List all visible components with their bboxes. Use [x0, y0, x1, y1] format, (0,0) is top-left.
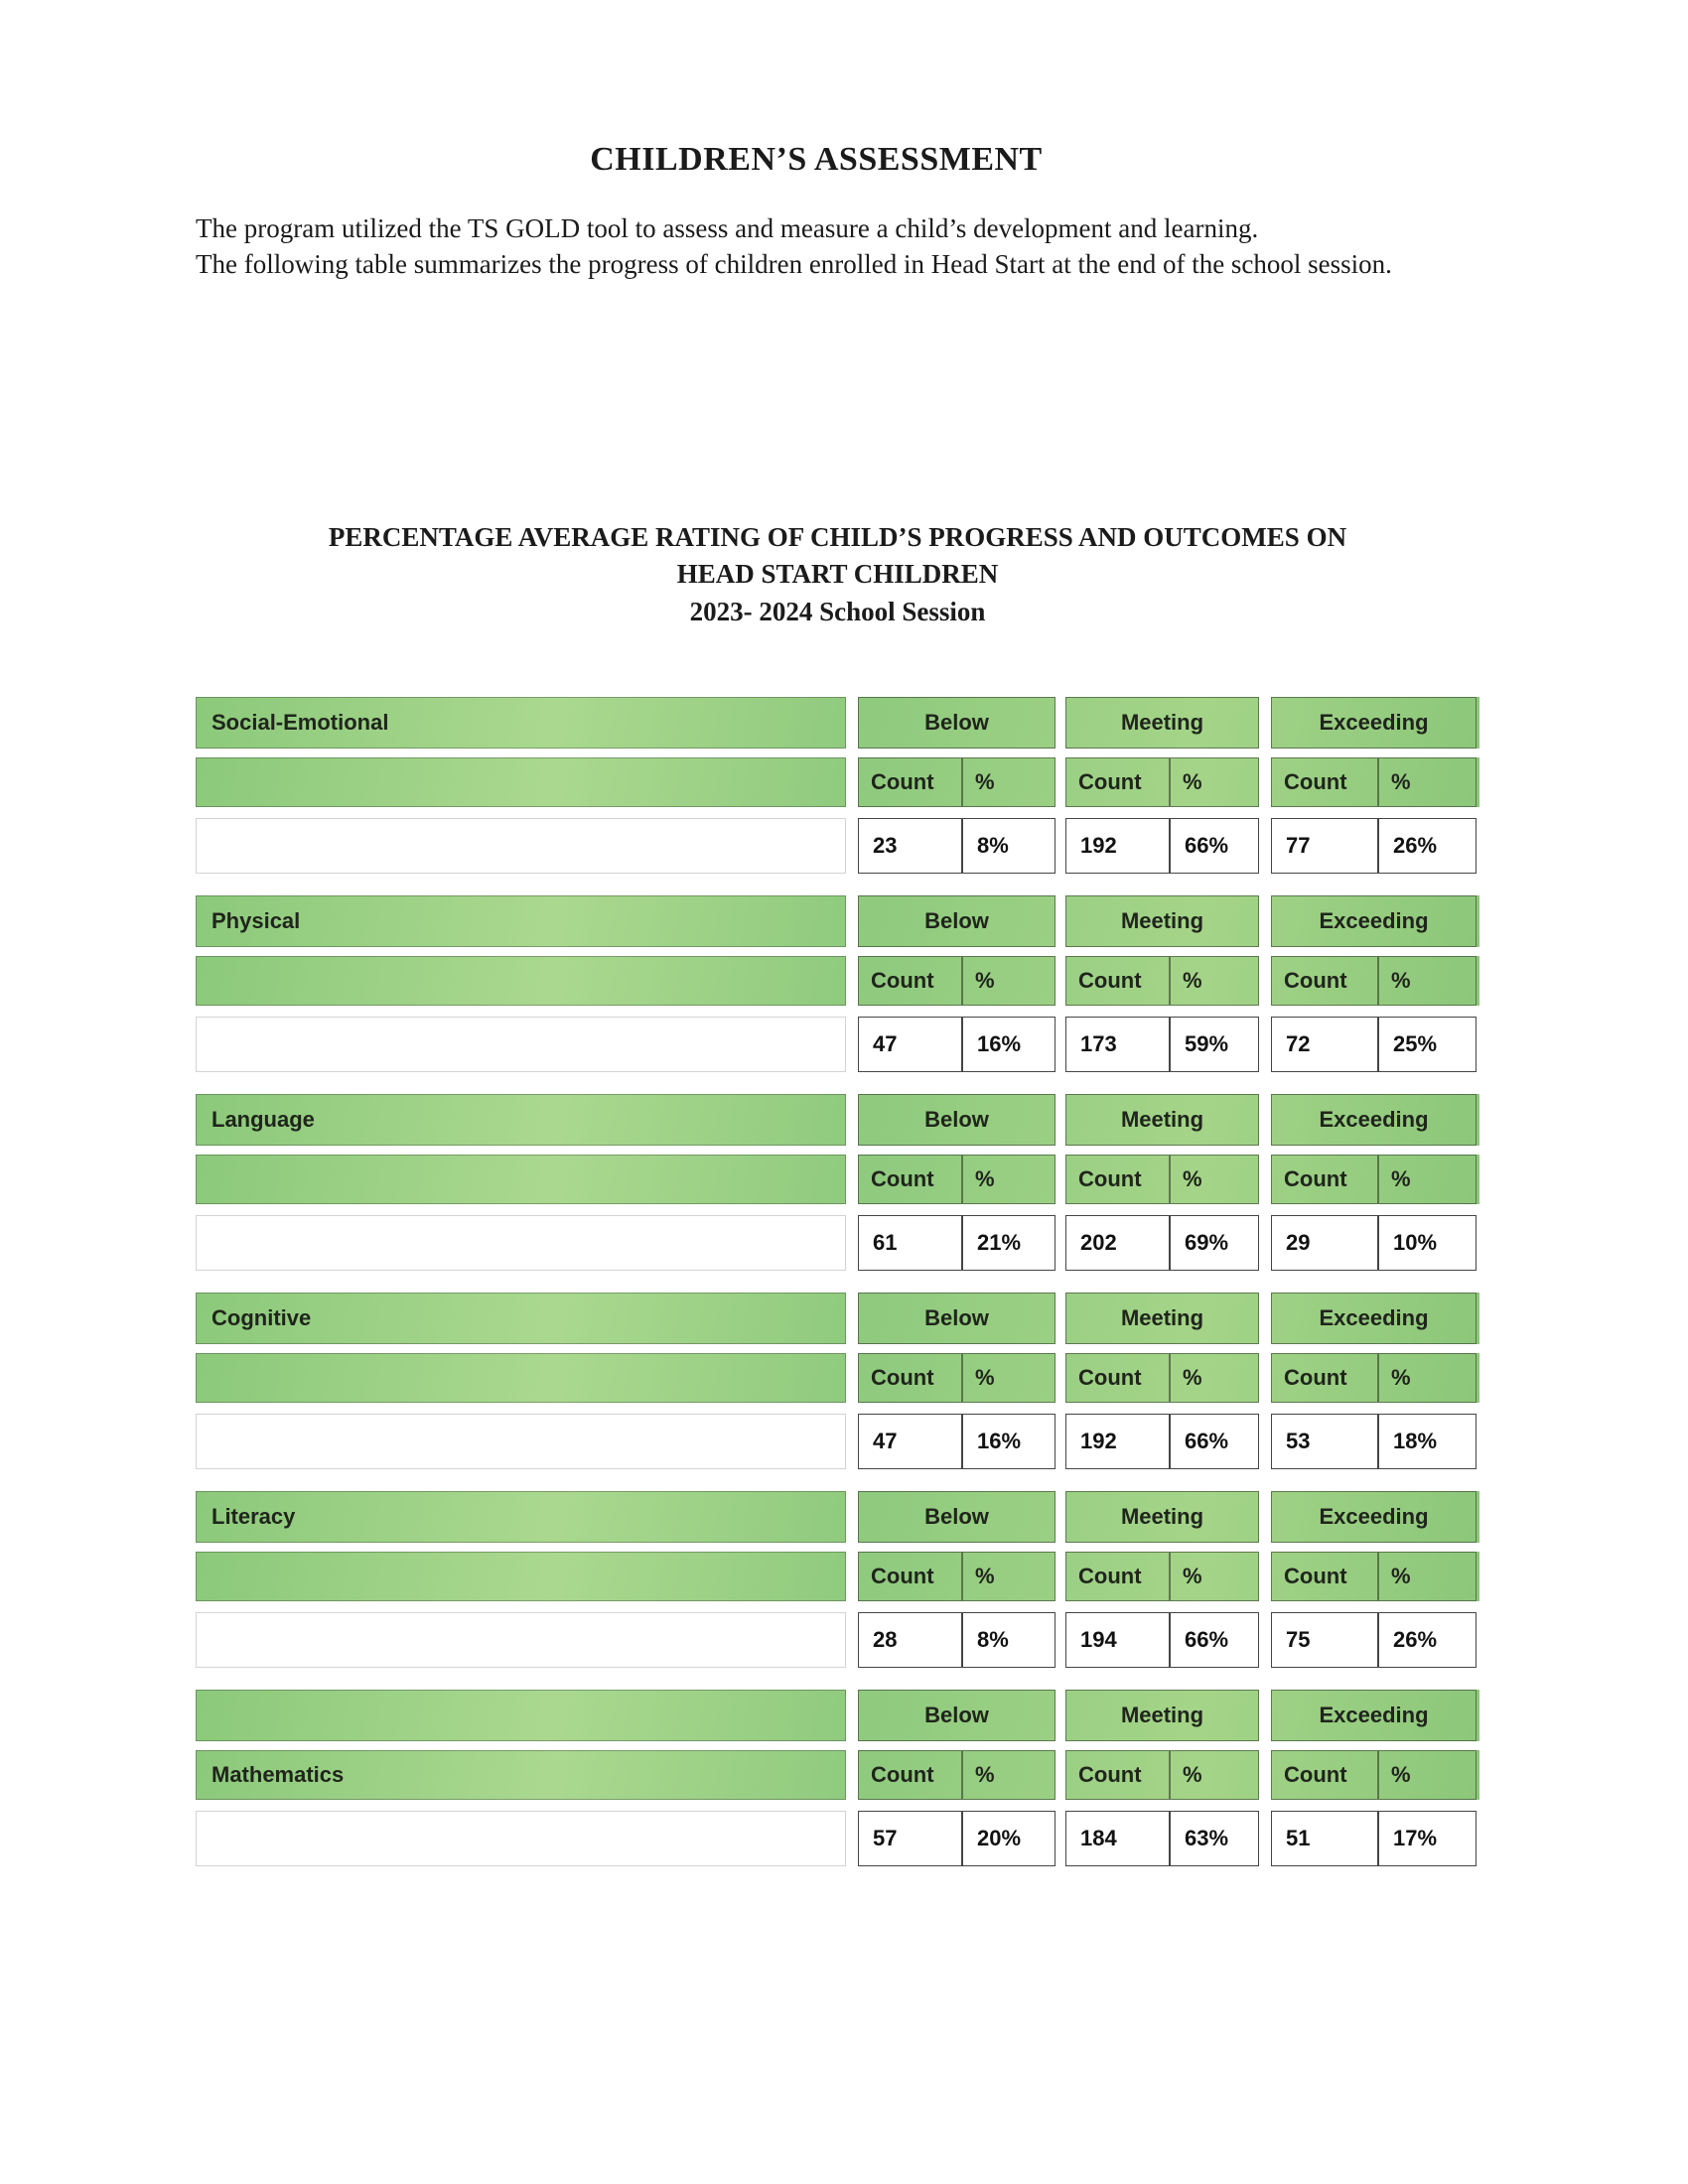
category-label: Physical: [196, 895, 846, 947]
exceeding-pct-value: 25%: [1378, 1017, 1477, 1072]
table-heading-line1: PERCENTAGE AVERAGE RATING OF CHILD’S PROGRESS AND OUTCOMES ON: [328, 522, 1347, 552]
intro-text: [196, 211, 1457, 282]
count-header: Count: [858, 1155, 962, 1204]
below-pct-value: 8%: [962, 1612, 1055, 1668]
count-header: Count: [1271, 1552, 1378, 1601]
count-header: Count: [1271, 757, 1378, 807]
percent-header: %: [962, 956, 1055, 1006]
group-header-row: [196, 1293, 1479, 1344]
below-header: Below: [858, 1690, 1055, 1741]
meeting-pct-value: 66%: [1170, 1414, 1259, 1469]
category-label: Mathematics: [196, 1750, 846, 1800]
subheader-row: [196, 757, 1479, 807]
intro-paragraph-2: The following table summarizes the progress of children enrolled in Head Start at the end of the school session.: [196, 248, 1392, 279]
category-value-spacer: [196, 1215, 846, 1271]
percent-header: %: [962, 1750, 1055, 1800]
category-value-spacer: [196, 1414, 846, 1469]
table-section-physical: [196, 895, 1479, 1072]
subheader-row: [196, 1552, 1479, 1601]
count-header: Count: [858, 757, 962, 807]
table-section-language: [196, 1094, 1479, 1271]
count-header: Count: [1065, 1353, 1170, 1403]
percent-header: %: [1378, 1155, 1477, 1204]
exceeding-count-value: 29: [1271, 1215, 1378, 1271]
percent-header: %: [1378, 956, 1477, 1006]
meeting-header: Meeting: [1065, 1094, 1259, 1146]
table-section-cognitive: [196, 1293, 1479, 1469]
assessment-table: [196, 697, 1479, 1888]
exceeding-pct-value: 18%: [1378, 1414, 1477, 1469]
percent-header: %: [1170, 1353, 1259, 1403]
table-section-social-emotional: [196, 697, 1479, 874]
below-count-value: 47: [858, 1414, 962, 1469]
meeting-pct-value: 59%: [1170, 1017, 1259, 1072]
exceeding-pct-value: 17%: [1378, 1811, 1477, 1866]
percent-header: %: [1170, 1750, 1259, 1800]
subheader-row: [196, 956, 1479, 1006]
count-header: Count: [1271, 1750, 1378, 1800]
percent-header: %: [1378, 1353, 1477, 1403]
count-header: Count: [858, 1552, 962, 1601]
percent-header: %: [962, 1552, 1055, 1601]
percent-header: %: [1170, 757, 1259, 807]
intro-paragraph-1: The program utilized the TS GOLD tool to assess and measure a child’s development and learning.: [196, 213, 1259, 243]
count-header: Count: [858, 1750, 962, 1800]
meeting-count-value: 194: [1065, 1612, 1170, 1668]
percent-header: %: [1170, 1155, 1259, 1204]
percent-header: %: [962, 1155, 1055, 1204]
category-spacer: [196, 1552, 846, 1601]
exceeding-count-value: 75: [1271, 1612, 1378, 1668]
category-value-spacer: [196, 1811, 846, 1866]
below-count-value: 23: [858, 818, 962, 874]
category-spacer: [196, 1690, 846, 1741]
count-header: Count: [1271, 956, 1378, 1006]
category-label: Cognitive: [196, 1293, 846, 1344]
group-header-row: [196, 697, 1479, 749]
table-section-mathematics: [196, 1690, 1479, 1866]
exceeding-count-value: 51: [1271, 1811, 1378, 1866]
group-header-row: [196, 1094, 1479, 1146]
percent-header: %: [962, 1353, 1055, 1403]
value-row: [196, 1414, 1479, 1469]
below-header: Below: [858, 1293, 1055, 1344]
group-header-row: [196, 1690, 1479, 1741]
value-row: [196, 1215, 1479, 1271]
value-row: [196, 1612, 1479, 1668]
category-spacer: [196, 757, 846, 807]
category-spacer: [196, 956, 846, 1006]
value-row: [196, 1811, 1479, 1866]
meeting-header: Meeting: [1065, 895, 1259, 947]
below-header: Below: [858, 895, 1055, 947]
table-heading-line2: HEAD START CHILDREN: [676, 559, 999, 590]
category-value-spacer: [196, 1612, 846, 1668]
meeting-header: Meeting: [1065, 1690, 1259, 1741]
exceeding-header: Exceeding: [1271, 1491, 1477, 1543]
percent-header: %: [1170, 1552, 1259, 1601]
count-header: Count: [1065, 757, 1170, 807]
group-header-row: [196, 1491, 1479, 1543]
below-count-value: 57: [858, 1811, 962, 1866]
exceeding-header: Exceeding: [1271, 697, 1477, 749]
exceeding-header: Exceeding: [1271, 1293, 1477, 1344]
percent-header: %: [1170, 956, 1259, 1006]
category-value-spacer: [196, 1017, 846, 1072]
value-row: [196, 1017, 1479, 1072]
table-heading: [196, 519, 1479, 630]
count-header: Count: [1065, 956, 1170, 1006]
below-count-value: 61: [858, 1215, 962, 1271]
percent-header: %: [1378, 757, 1477, 807]
subheader-row: [196, 1353, 1479, 1403]
meeting-count-value: 184: [1065, 1811, 1170, 1866]
count-header: Count: [1065, 1552, 1170, 1601]
count-header: Count: [1065, 1750, 1170, 1800]
exceeding-pct-value: 26%: [1378, 818, 1477, 874]
count-header: Count: [1271, 1353, 1378, 1403]
below-pct-value: 21%: [962, 1215, 1055, 1271]
below-header: Below: [858, 1491, 1055, 1543]
below-pct-value: 16%: [962, 1414, 1055, 1469]
below-pct-value: 8%: [962, 818, 1055, 874]
below-header: Below: [858, 1094, 1055, 1146]
category-label: Social-Emotional: [196, 697, 846, 749]
count-header: Count: [1271, 1155, 1378, 1204]
meeting-count-value: 192: [1065, 1414, 1170, 1469]
subheader-row: [196, 1750, 1479, 1800]
count-header: Count: [858, 1353, 962, 1403]
meeting-pct-value: 66%: [1170, 1612, 1259, 1668]
below-count-value: 47: [858, 1017, 962, 1072]
meeting-count-value: 202: [1065, 1215, 1170, 1271]
meeting-pct-value: 66%: [1170, 818, 1259, 874]
meeting-count-value: 173: [1065, 1017, 1170, 1072]
meeting-header: Meeting: [1065, 1491, 1259, 1543]
exceeding-pct-value: 10%: [1378, 1215, 1477, 1271]
page-title: CHILDREN’S ASSESSMENT: [590, 141, 1043, 178]
exceeding-count-value: 77: [1271, 818, 1378, 874]
exceeding-count-value: 72: [1271, 1017, 1378, 1072]
below-pct-value: 16%: [962, 1017, 1055, 1072]
table-heading-line3: 2023- 2024 School Session: [689, 596, 986, 626]
category-spacer: [196, 1353, 846, 1403]
exceeding-count-value: 53: [1271, 1414, 1378, 1469]
percent-header: %: [1378, 1750, 1477, 1800]
below-count-value: 28: [858, 1612, 962, 1668]
group-header-row: [196, 895, 1479, 947]
subheader-row: [196, 1155, 1479, 1204]
percent-header: %: [962, 757, 1055, 807]
meeting-header: Meeting: [1065, 697, 1259, 749]
value-row: [196, 818, 1479, 874]
category-spacer: [196, 1155, 846, 1204]
category-label: Literacy: [196, 1491, 846, 1543]
count-header: Count: [858, 956, 962, 1006]
meeting-count-value: 192: [1065, 818, 1170, 874]
meeting-header: Meeting: [1065, 1293, 1259, 1344]
category-label: Language: [196, 1094, 846, 1146]
exceeding-pct-value: 26%: [1378, 1612, 1477, 1668]
exceeding-header: Exceeding: [1271, 895, 1477, 947]
count-header: Count: [1065, 1155, 1170, 1204]
percent-header: %: [1378, 1552, 1477, 1601]
category-value-spacer: [196, 818, 846, 874]
meeting-pct-value: 63%: [1170, 1811, 1259, 1866]
below-header: Below: [858, 697, 1055, 749]
table-section-literacy: [196, 1491, 1479, 1668]
below-pct-value: 20%: [962, 1811, 1055, 1866]
exceeding-header: Exceeding: [1271, 1094, 1477, 1146]
meeting-pct-value: 69%: [1170, 1215, 1259, 1271]
exceeding-header: Exceeding: [1271, 1690, 1477, 1741]
